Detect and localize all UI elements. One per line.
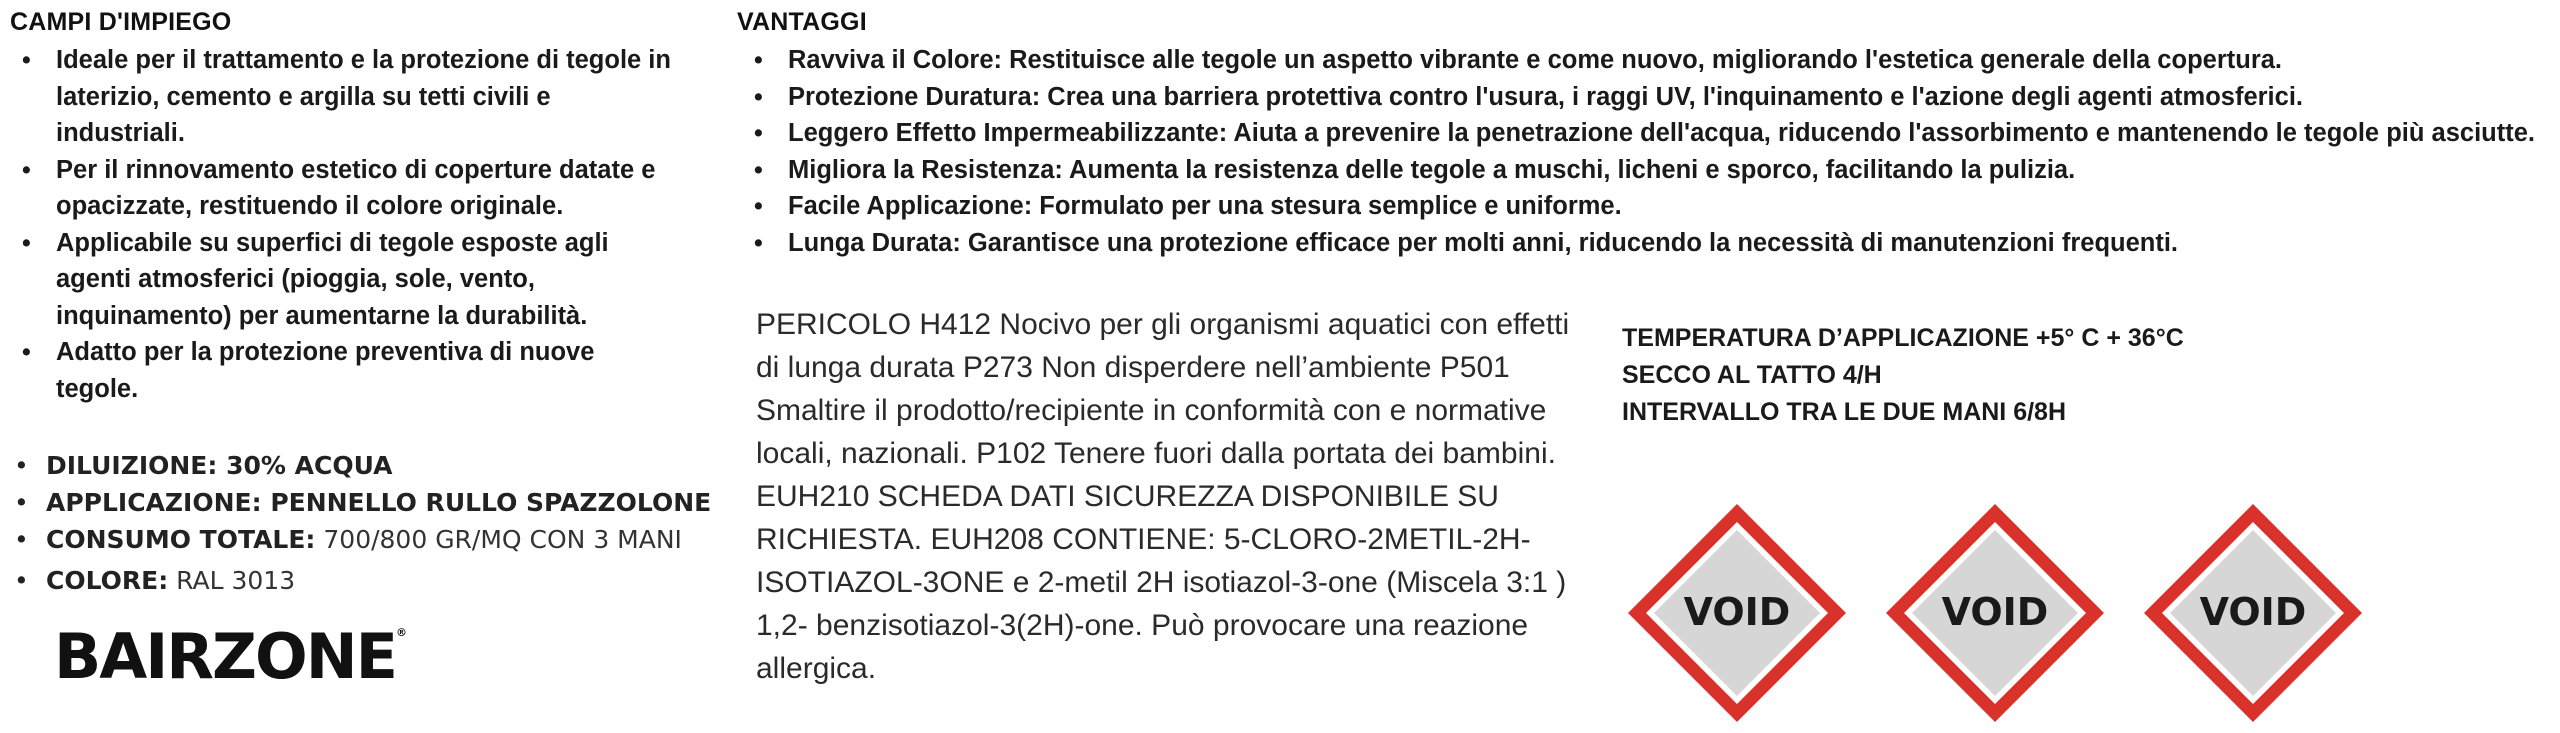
list-item: • Lunga Durata: Garantisce una protezione efficace per molti anni, riducendo la necessità di manutenzioni frequenti.	[742, 225, 2560, 262]
list-item: • Per il rinnovamento estetico di coperture datate e opacizzate, restituendo il colore originale.	[10, 152, 680, 225]
list-item: • Applicabile su superfici di tegole esposte agli agenti atmosferici (pioggia, sole, vento, inquinamento) per aumentarne la durabilità.	[10, 225, 680, 335]
secco-text: SECCO AL TATTO 4/H	[1622, 361, 1882, 389]
hazard-pictogram-1	[1622, 498, 1852, 728]
spec-applicazione: • APPLICAZIONE: PENNELLO RULLO SPAZZOLONE	[6, 484, 711, 521]
hazard-label: VOID	[1941, 590, 2049, 634]
hazard-pictogram-3	[2138, 498, 2368, 728]
hazard-label: VOID	[1683, 590, 1791, 634]
hazard-pictogram-2	[1880, 498, 2110, 728]
list-item: • Ideale per il trattamento e la protezione di tegole in laterizio, cemento e argilla su tetti civili e industriali.	[10, 42, 680, 152]
campi-list	[10, 42, 680, 407]
spec-colore: • COLORE: RAL 3013	[6, 562, 711, 599]
vantaggi-heading: VANTAGGI	[737, 8, 867, 36]
list-item: • Leggero Effetto Impermeabilizzante: Aiuta a prevenire la penetrazione dell'acqua, riducendo l'assorbimento e mantenendo le tegole più asciutte.	[742, 115, 2560, 152]
list-item: • Adatto per la protezione preventiva di nuove tegole.	[10, 334, 680, 407]
list-item: • Migliora la Resistenza: Aumenta la resistenza delle tegole a muschi, licheni e sporco, facilitando la pulizia.	[742, 152, 2560, 189]
vantaggi-list	[742, 42, 2560, 261]
brand-logo: BAIRZONE®	[54, 620, 407, 693]
list-item: • Facile Applicazione: Formulato per una stesura semplice e uniforme.	[742, 188, 2560, 225]
spec-consumo: • CONSUMO TOTALE: 700/800 GR/MQ CON 3 MANI	[6, 521, 711, 558]
spec-diluizione: • DILUIZIONE: 30% ACQUA	[6, 447, 711, 484]
hazard-label: VOID	[2199, 590, 2307, 634]
temperatura-text: TEMPERATURA D’APPLICAZIONE +5° C + 36°C	[1622, 324, 2184, 352]
intervallo-text: INTERVALLO TRA LE DUE MANI 6/8H	[1622, 398, 2067, 426]
tech-info	[1622, 320, 2184, 431]
list-item: • Protezione Duratura: Crea una barriera protettiva contro l'usura, i raggi UV, l'inquinamento e l'azione degli agenti atmosferici.	[742, 79, 2560, 116]
list-item: • Ravviva il Colore: Restituisce alle tegole un aspetto vibrante e come nuovo, migliorando l'estetica generale della copertura.	[742, 42, 2560, 79]
hazard-statement: PERICOLO H412 Nocivo per gli organismi aquatici con effetti di lunga durata P273 Non disperdere nell’ambiente P501 Smaltire il prodotto/recipiente in conformità con e normative locali, nazionali. P102 Tenere fuori dalla portata dei bambini. EUH210 SCHEDA DATI SICUREZZA DISPONIBILE SU RICHIESTA. EUH208 CONTIENE: 5-CLORO-2METIL-2H-ISOTIAZOL-3ONE e 2-metil 2H isotiazol-3-one (Miscela 3:1 ) 1,2- benzisotiazol-3(2H)-one. Può provocare una reazione allergica.	[756, 308, 1570, 685]
spec-list	[6, 447, 711, 599]
campi-heading: CAMPI D'IMPIEGO	[10, 8, 232, 36]
